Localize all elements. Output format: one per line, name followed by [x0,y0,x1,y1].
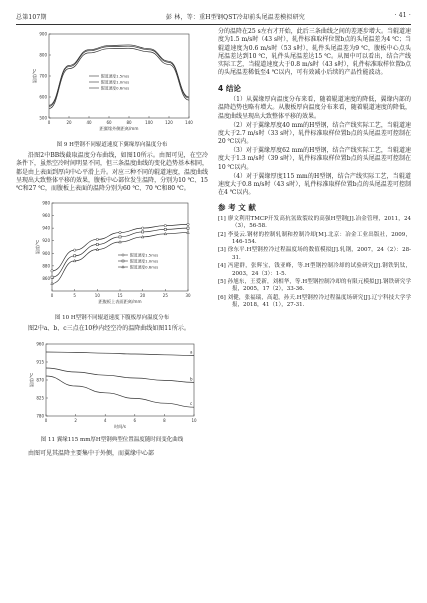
x-tick-label: 2 [74,417,77,423]
x-tick-label: 0 [47,120,51,125]
series-label: c [190,400,193,406]
y-tick-label: 800 [39,52,47,58]
data-point [164,225,166,227]
figure-10 [28,197,196,313]
y-tick-label: 700 [39,73,47,79]
x-tick-label: 15 [117,293,123,299]
legend-label: 辊道速度1.0m/s [101,79,130,85]
paragraph-fig11-discussion: 由图可见其温降主要集中于外侧，而翼缘中心部 [28,449,155,457]
data-point [51,277,53,279]
reference-6: [6] 刘健，张福瑞，高超，孙天.H型钢控冷过程温度场研究[J].辽宁科技大学学报，2018，41（1），27-31. [218,294,411,309]
conclusion-item-4: （4）对于翼缘厚度115 mm的H型钢，结合产线实际工艺，当辊道速度大于0.8 m/s时（43 s时），轧件标准取样位置b点的头尾温差可控制在4 ℃以内。 [218,172,411,197]
x-axis-label: 时间/s [114,423,126,429]
x-tick-label: 80 [126,120,132,125]
plot-frame [52,203,188,291]
y-tick-label: 870 [36,377,44,383]
header-rule [16,24,411,25]
data-point [96,239,98,241]
paragraph-fig10-intro: 沿图2中BB线截取温度分布曲线，如图10所示。由图可见，在空冷条件下，虽然空冷时间明显不同，但三条温度曲线的变化趋势基本相同，都是由上表面到厚向中心平滑上升。对应三种不同的辊道速度，温度曲线呈现出大致整体平移的效果，腹板中心部位发生温降，分别为10 ℃、15 ℃和27 ℃，而腹板上表面的温降分别为60 ℃、70 ℃和80 ℃。 [16,152,209,193]
page-number: · 41 · [394,12,411,19]
figure-9 [27,28,197,140]
x-tick-label: 4 [103,417,107,423]
running-title: 彭 林，等：重H型钢QST冷却前头尾温差模拟研究 [166,14,305,21]
data-point [119,236,121,238]
data-point [51,270,53,272]
x-tick-label: 0 [50,293,54,299]
y-tick-label: 600 [39,94,47,100]
legend-label: 辊道速度0.6m/s [101,85,130,91]
data-point [142,231,144,233]
legend-label: 辊道速度1.0m/s [130,258,159,264]
data-point [119,232,121,234]
series-label: b [190,376,193,382]
y-tick-label: 920 [42,238,50,244]
x-tick-label: 20 [140,293,146,299]
figure-10-caption: 图 10 H型钢不同辊道速度下腹板厚向温度分布 [54,315,170,322]
x-tick-label: 10 [94,293,100,299]
data-point [73,249,75,251]
issue-number: 总第107期 [16,14,47,21]
data-point [187,228,189,230]
section-title-conclusion: 4 结论 [218,83,241,93]
legend-label: 辊道速度0.6m/s [130,264,159,270]
conclusion-item-3: （3）对于翼缘厚度62 mm的H型钢，结合产线实际工艺，当辊道速度大于1.3 m/s时（39 s时），轧件标准取样位置b点的头尾温差可控制在10 ℃以内。 [218,147,411,171]
x-tick-label: 10 [191,417,197,423]
x-tick-label: 0 [44,417,48,423]
paragraph-fig11-intro: 图2中a、b、c三点在10秒内经空冷的温降曲线如图11所示。 [28,325,190,333]
x-tick-label: 120 [165,120,173,125]
paragraph-continuation: 分的温降在25 s左右才开始，此后三条曲线之间的差逐步增大。当辊道速度为1.5 m/s时（43 s时），轧件标准取样位置b点的头尾温差为4 ℃；当辊道速度为0.6 m/s时（53 s时），轧件头尾温差为9 ℃，腹板中心点头尾温差达到10 ℃，轧件头尾温差达15 ℃。从图中可以看出，结合产线实际工艺，当辊道速度大于0.8 m/s时（43 s时），轧件标准取样位置b点的头尾温差稀低至4 ℃以内，可有效减小后续的产品性能波动。 [218,28,411,77]
conclusion-item-2: （2）对于翼缘厚度40 mm的H型钢，结合产线实际工艺，当辊道速度大于2.7 m/s时（33 s时），轧件标准取样位置b点的头尾温差可控制在20 ℃以内。 [218,121,411,146]
figure-11-chart [22,340,202,435]
y-tick-label: 940 [42,226,50,232]
references-title: 参 考 文 献 [218,203,256,213]
series-label: a [190,349,193,355]
y-tick-label: 880 [42,263,50,269]
y-tick-label: 980 [42,200,50,206]
left-column [16,28,208,459]
y-tick-label: 780 [36,413,44,419]
y-tick-label: 900 [42,251,50,257]
y-tick-label: 500 [39,115,47,121]
right-column [218,28,411,310]
reference-5: [5] 孙旭东，王爱新，刘相华，等.H型钢控制冷却的有限元模拟[J].钢铁研究学报，2005，17（2），33-36. [218,278,411,293]
figure-9-caption: 图 9 H型钢不同辊道速度下翼缘厚向温度分布 [56,142,168,148]
reference-1: [1] 廖文利用TMCP开发高抗氢致裂纹的高强H型钢[J].冶金管理，2011，24（3），56-58. [218,215,411,230]
figure-11-caption: 图 11 翼缘115 mm厚H型钢典型位置温度随时间变化曲线 [40,436,184,443]
y-tick-label: 960 [36,341,44,347]
figure-11 [22,340,202,435]
y-axis-label: 温度/℃ [32,68,37,84]
x-tick-label: 5 [73,293,76,299]
x-axis-label: 距翼缘外侧距离/mm [99,126,139,131]
x-tick-label: 25 [162,293,168,299]
reference-4: [4] 冯建群，张辉宝，钱亚峰，等.H型钢控制冷却的试验研究[J].钢铁钒钛，2003，24（3）：1-5. [218,263,411,277]
y-tick-label: 960 [42,213,50,219]
running-header [16,10,411,24]
legend-label: 辊道速度1.5m/s [101,73,130,79]
figure-9-chart [27,28,197,140]
y-tick-label: 825 [36,395,44,401]
data-point [187,224,189,226]
data-point [96,244,98,246]
data-point [141,227,143,229]
x-tick-label: 40 [86,120,92,125]
x-tick-label: 60 [106,120,112,125]
y-tick-label: 915 [36,359,44,365]
y-axis-label: 温度/℃ [29,372,34,388]
y-tick-label: 900 [39,31,47,37]
x-tick-label: 8 [163,417,166,423]
reference-3: [3] 徐东平.H型钢控冷过程温度场的数值模拟[J].轧钢，2007，24（2）：28-31. [218,247,411,261]
legend-label: 辊道速度1.5m/s [130,252,159,258]
data-point [164,229,166,231]
legend-marker [122,260,124,262]
y-tick-label: 860 [42,276,50,282]
x-tick-label: 100 [145,120,153,125]
x-axis-label: 距腹板上表面距离/mm [98,299,142,305]
reference-2: [2] 李曼云.钢材的控制轧制和控制冷却[M].北京：冶金工业出版社，2009，146-154. [218,231,411,246]
data-point [74,255,76,257]
x-tick-label: 20 [66,120,72,125]
y-axis-label: 温度/℃ [35,240,40,255]
legend-marker [122,254,124,256]
x-tick-label: 30 [185,293,191,299]
x-tick-label: 140 [185,120,193,125]
x-tick-label: 6 [133,417,137,423]
figure-10-chart [28,197,196,313]
conclusion-item-1: （1）从翼缘厚向温度分布来看，随着辊道速度的降低，翼缘内部的温降趋势也略有增大。从腹板厚向温度分布来看，随着辊道速度的降低，温度曲线呈现出大致整体平移的效果。 [218,96,411,120]
